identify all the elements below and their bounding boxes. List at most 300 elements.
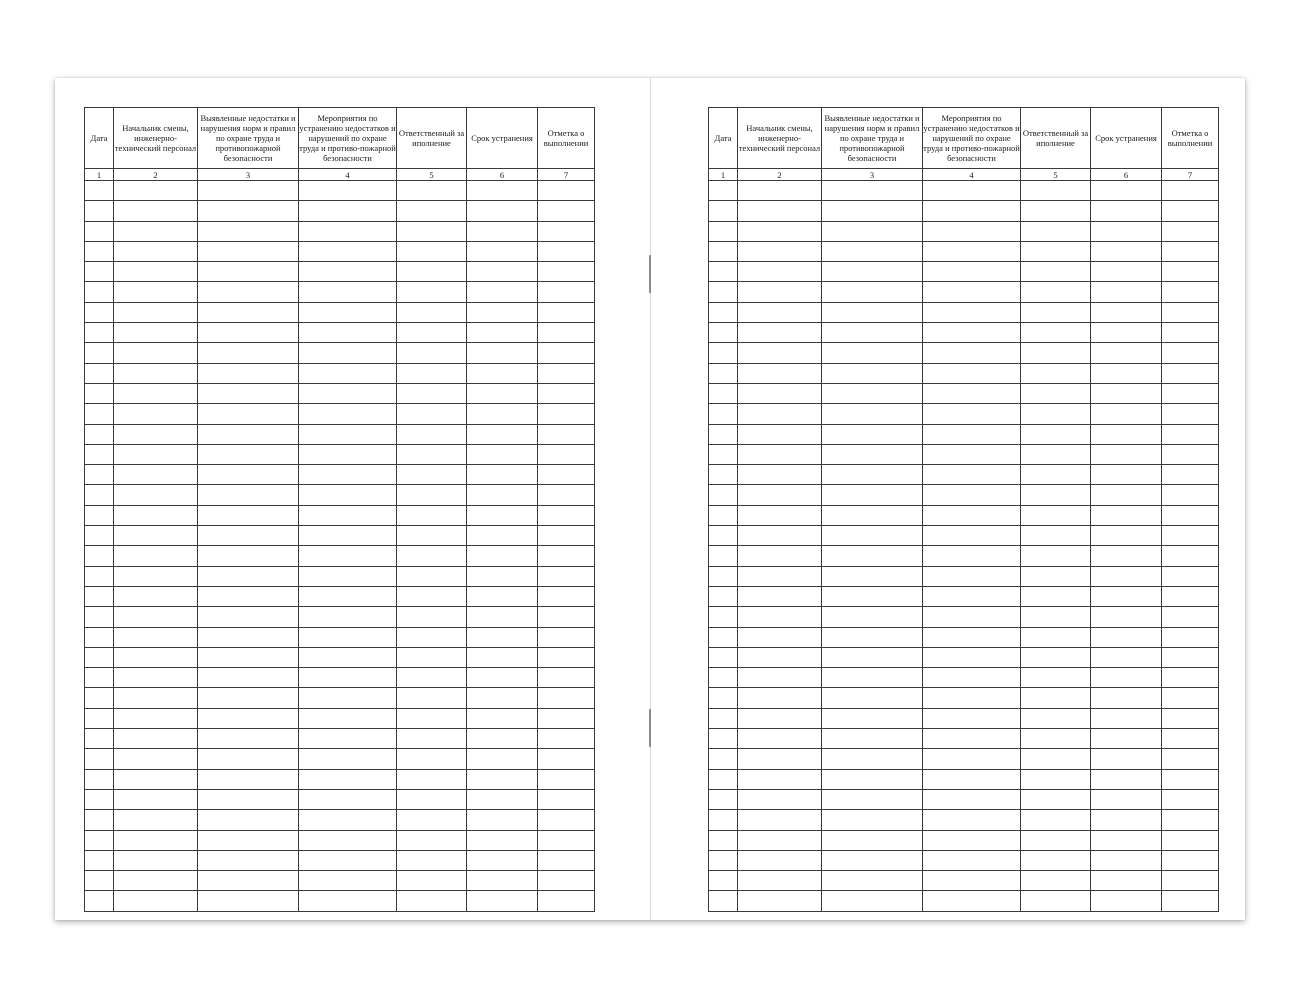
header-shift-chief: Начальник смены, инженерно-технический персонал xyxy=(738,108,822,169)
table-row xyxy=(85,363,595,383)
table-cell xyxy=(1162,241,1219,261)
table-cell xyxy=(1162,789,1219,809)
table-cell xyxy=(923,850,1021,870)
table-cell xyxy=(198,526,299,546)
table-cell xyxy=(198,627,299,647)
table-cell xyxy=(738,810,822,830)
table-cell xyxy=(114,323,198,343)
table-row xyxy=(85,323,595,343)
table-cell xyxy=(1162,850,1219,870)
table-row xyxy=(709,810,1219,830)
table-cell xyxy=(85,566,114,586)
table-cell xyxy=(467,729,538,749)
table-cell xyxy=(538,485,595,505)
table-cell xyxy=(85,424,114,444)
table-cell xyxy=(538,465,595,485)
table-cell xyxy=(538,769,595,789)
table-row xyxy=(709,505,1219,525)
table-cell xyxy=(1021,708,1091,728)
table-cell xyxy=(85,282,114,302)
table-cell xyxy=(1162,221,1219,241)
table-cell xyxy=(1091,688,1162,708)
table-row xyxy=(709,363,1219,383)
table-cell xyxy=(1091,566,1162,586)
table-cell xyxy=(198,404,299,424)
table-cell xyxy=(467,221,538,241)
table-cell xyxy=(1021,444,1091,464)
table-cell xyxy=(299,323,397,343)
table-cell xyxy=(299,729,397,749)
table-cell xyxy=(299,586,397,606)
table-cell xyxy=(738,708,822,728)
table-cell xyxy=(822,343,923,363)
table-cell xyxy=(1091,444,1162,464)
table-cell xyxy=(709,444,738,464)
table-cell xyxy=(1091,627,1162,647)
table-cell xyxy=(85,526,114,546)
table-cell xyxy=(822,789,923,809)
table-cell xyxy=(114,871,198,891)
table-cell xyxy=(85,688,114,708)
table-cell xyxy=(397,465,467,485)
table-cell xyxy=(822,830,923,850)
table-cell xyxy=(114,505,198,525)
table-cell xyxy=(299,485,397,505)
table-cell xyxy=(709,586,738,606)
table-cell xyxy=(467,871,538,891)
table-cell xyxy=(538,708,595,728)
table-row xyxy=(709,586,1219,606)
table-cell xyxy=(822,607,923,627)
table-cell xyxy=(1091,789,1162,809)
table-cell xyxy=(1162,424,1219,444)
table-cell xyxy=(822,465,923,485)
table-cell xyxy=(738,526,822,546)
table-cell xyxy=(1021,891,1091,911)
column-number: 3 xyxy=(822,169,923,181)
table-cell xyxy=(114,850,198,870)
table-cell xyxy=(1162,830,1219,850)
table-cell xyxy=(397,789,467,809)
table-cell xyxy=(114,404,198,424)
table-cell xyxy=(114,546,198,566)
table-cell xyxy=(1091,668,1162,688)
table-cell xyxy=(738,404,822,424)
table-cell xyxy=(198,505,299,525)
table-cell xyxy=(738,627,822,647)
table-cell xyxy=(85,810,114,830)
table-cell xyxy=(198,323,299,343)
header-completion-mark: Отметка о выполнении xyxy=(1162,108,1219,169)
table-cell xyxy=(738,668,822,688)
table-cell xyxy=(85,323,114,343)
table-row xyxy=(709,566,1219,586)
table-cell xyxy=(299,282,397,302)
table-cell xyxy=(198,444,299,464)
table-cell xyxy=(738,363,822,383)
table-cell xyxy=(1162,749,1219,769)
table-cell xyxy=(1091,201,1162,221)
table-cell xyxy=(299,181,397,201)
table-cell xyxy=(467,688,538,708)
table-cell xyxy=(85,647,114,667)
table-row xyxy=(709,201,1219,221)
table-cell xyxy=(467,404,538,424)
table-cell xyxy=(1162,627,1219,647)
table-row xyxy=(709,708,1219,728)
table-cell xyxy=(1162,526,1219,546)
table-cell xyxy=(1021,526,1091,546)
table-cell xyxy=(198,424,299,444)
table-cell xyxy=(1162,181,1219,201)
table-cell xyxy=(709,302,738,322)
table-cell xyxy=(85,789,114,809)
table-cell xyxy=(299,343,397,363)
column-number: 7 xyxy=(1162,169,1219,181)
table-cell xyxy=(397,323,467,343)
table-cell xyxy=(85,891,114,911)
table-cell xyxy=(923,343,1021,363)
table-cell xyxy=(1091,404,1162,424)
table-cell xyxy=(538,586,595,606)
table-cell xyxy=(198,729,299,749)
table-cell xyxy=(299,891,397,911)
table-cell xyxy=(822,526,923,546)
table-cell xyxy=(738,871,822,891)
table-cell xyxy=(397,262,467,282)
table-row xyxy=(709,647,1219,667)
table-row xyxy=(85,850,595,870)
table-cell xyxy=(1021,424,1091,444)
table-cell xyxy=(467,485,538,505)
table-row xyxy=(709,323,1219,343)
table-cell xyxy=(397,526,467,546)
table-cell xyxy=(1021,647,1091,667)
table-cell xyxy=(198,221,299,241)
table-cell xyxy=(538,505,595,525)
table-cell xyxy=(923,688,1021,708)
table-cell xyxy=(1021,465,1091,485)
table-cell xyxy=(397,404,467,424)
table-cell xyxy=(397,201,467,221)
table-cell xyxy=(397,363,467,383)
table-cell xyxy=(709,262,738,282)
table-cell xyxy=(198,566,299,586)
table-cell xyxy=(822,891,923,911)
table-cell xyxy=(1091,241,1162,261)
table-cell xyxy=(1021,627,1091,647)
table-row xyxy=(709,221,1219,241)
header-row xyxy=(85,108,595,169)
table-cell xyxy=(1162,485,1219,505)
table-cell xyxy=(397,850,467,870)
table-cell xyxy=(1021,546,1091,566)
table-cell xyxy=(299,201,397,221)
table-cell xyxy=(467,810,538,830)
table-cell xyxy=(397,729,467,749)
table-cell xyxy=(299,607,397,627)
table-cell xyxy=(299,241,397,261)
table-cell xyxy=(397,485,467,505)
table-cell xyxy=(738,343,822,363)
table-cell xyxy=(1091,729,1162,749)
table-cell xyxy=(709,383,738,403)
table-row xyxy=(709,485,1219,505)
left-journal-table xyxy=(84,107,595,912)
table-cell xyxy=(85,181,114,201)
table-cell xyxy=(85,830,114,850)
table-cell xyxy=(467,526,538,546)
table-row xyxy=(85,201,595,221)
table-cell xyxy=(114,526,198,546)
table-cell xyxy=(923,871,1021,891)
column-number: 4 xyxy=(299,169,397,181)
table-cell xyxy=(1091,607,1162,627)
table-cell xyxy=(709,323,738,343)
table-cell xyxy=(299,465,397,485)
table-cell xyxy=(85,546,114,566)
table-cell xyxy=(822,505,923,525)
table-cell xyxy=(923,404,1021,424)
table-cell xyxy=(738,424,822,444)
table-cell xyxy=(397,444,467,464)
table-cell xyxy=(397,647,467,667)
table-cell xyxy=(709,871,738,891)
table-cell xyxy=(923,729,1021,749)
table-cell xyxy=(709,830,738,850)
table-cell xyxy=(397,424,467,444)
header-shift-chief: Начальник смены, инженерно-технический персонал xyxy=(114,108,198,169)
table-row xyxy=(709,769,1219,789)
table-cell xyxy=(538,302,595,322)
table-cell xyxy=(709,201,738,221)
table-cell xyxy=(198,181,299,201)
table-row xyxy=(85,891,595,911)
header-row xyxy=(709,108,1219,169)
table-cell xyxy=(709,546,738,566)
table-cell xyxy=(709,749,738,769)
table-cell xyxy=(397,871,467,891)
table-cell xyxy=(299,302,397,322)
right-page xyxy=(651,78,1245,920)
table-cell xyxy=(822,668,923,688)
header-deadline: Срок устранения xyxy=(1091,108,1162,169)
table-cell xyxy=(923,282,1021,302)
table-row xyxy=(709,241,1219,261)
table-cell xyxy=(538,789,595,809)
table-cell xyxy=(738,201,822,221)
table-cell xyxy=(397,546,467,566)
table-cell xyxy=(85,383,114,403)
table-cell xyxy=(85,505,114,525)
table-cell xyxy=(738,282,822,302)
table-row xyxy=(85,566,595,586)
table-cell xyxy=(709,688,738,708)
table-row xyxy=(709,383,1219,403)
table-cell xyxy=(822,424,923,444)
table-cell xyxy=(709,810,738,830)
table-row xyxy=(85,343,595,363)
table-cell xyxy=(538,404,595,424)
table-cell xyxy=(923,708,1021,728)
table-cell xyxy=(467,241,538,261)
table-cell xyxy=(299,627,397,647)
table-cell xyxy=(114,444,198,464)
table-cell xyxy=(738,444,822,464)
table-cell xyxy=(1091,749,1162,769)
table-cell xyxy=(397,607,467,627)
table-row xyxy=(709,262,1219,282)
table-cell xyxy=(397,343,467,363)
table-row xyxy=(85,282,595,302)
table-cell xyxy=(1162,323,1219,343)
table-cell xyxy=(1162,891,1219,911)
table-cell xyxy=(709,891,738,911)
table-cell xyxy=(1162,343,1219,363)
table-cell xyxy=(709,505,738,525)
table-cell xyxy=(397,383,467,403)
header-responsible: Ответственный за иполнение xyxy=(397,108,467,169)
table-row xyxy=(709,424,1219,444)
table-row xyxy=(85,404,595,424)
table-cell xyxy=(1162,404,1219,424)
table-cell xyxy=(198,708,299,728)
table-cell xyxy=(467,323,538,343)
table-cell xyxy=(397,688,467,708)
table-cell xyxy=(467,607,538,627)
table-cell xyxy=(467,282,538,302)
table-cell xyxy=(1091,262,1162,282)
table-cell xyxy=(114,302,198,322)
table-cell xyxy=(85,485,114,505)
table-cell xyxy=(114,343,198,363)
table-cell xyxy=(923,607,1021,627)
table-row xyxy=(709,749,1219,769)
left-page xyxy=(55,78,650,920)
table-row xyxy=(709,343,1219,363)
table-cell xyxy=(709,708,738,728)
table-cell xyxy=(538,282,595,302)
table-cell xyxy=(114,221,198,241)
table-cell xyxy=(114,789,198,809)
table-cell xyxy=(738,262,822,282)
table-cell xyxy=(923,546,1021,566)
table-row xyxy=(85,729,595,749)
table-cell xyxy=(538,444,595,464)
table-cell xyxy=(538,424,595,444)
table-cell xyxy=(538,891,595,911)
table-cell xyxy=(1162,201,1219,221)
table-cell xyxy=(538,566,595,586)
table-cell xyxy=(538,607,595,627)
table-cell xyxy=(923,769,1021,789)
table-cell xyxy=(198,668,299,688)
table-cell xyxy=(299,668,397,688)
table-cell xyxy=(822,566,923,586)
table-cell xyxy=(114,241,198,261)
table-cell xyxy=(467,444,538,464)
table-cell xyxy=(467,505,538,525)
header-deficiencies: Выявленные недостатки и нарушения норм и правил по охране труда и противопожарной безопасности xyxy=(822,108,923,169)
table-cell xyxy=(397,769,467,789)
header-date: Дата xyxy=(709,108,738,169)
table-cell xyxy=(1162,810,1219,830)
table-row xyxy=(709,282,1219,302)
table-cell xyxy=(923,201,1021,221)
table-cell xyxy=(85,586,114,606)
table-cell xyxy=(114,181,198,201)
table-row xyxy=(85,789,595,809)
table-cell xyxy=(397,627,467,647)
table-cell xyxy=(85,769,114,789)
table-cell xyxy=(923,830,1021,850)
table-cell xyxy=(1162,383,1219,403)
table-cell xyxy=(1162,566,1219,586)
table-cell xyxy=(822,810,923,830)
table-cell xyxy=(923,891,1021,911)
table-cell xyxy=(114,830,198,850)
table-cell xyxy=(467,383,538,403)
table-cell xyxy=(467,708,538,728)
table-cell xyxy=(299,566,397,586)
table-cell xyxy=(923,241,1021,261)
table-cell xyxy=(538,363,595,383)
table-cell xyxy=(467,566,538,586)
header-date: Дата xyxy=(85,108,114,169)
table-cell xyxy=(85,201,114,221)
table-cell xyxy=(538,871,595,891)
table-cell xyxy=(85,871,114,891)
table-row xyxy=(85,526,595,546)
table-cell xyxy=(114,729,198,749)
table-cell xyxy=(1021,262,1091,282)
table-cell xyxy=(85,465,114,485)
table-cell xyxy=(1091,526,1162,546)
table-cell xyxy=(1021,830,1091,850)
table-cell xyxy=(709,526,738,546)
table-cell xyxy=(538,647,595,667)
table-cell xyxy=(114,586,198,606)
table-cell xyxy=(1021,383,1091,403)
table-row xyxy=(709,729,1219,749)
table-cell xyxy=(299,363,397,383)
table-row xyxy=(709,526,1219,546)
table-cell xyxy=(299,871,397,891)
table-cell xyxy=(397,566,467,586)
table-cell xyxy=(1162,363,1219,383)
table-cell xyxy=(467,201,538,221)
table-cell xyxy=(1021,871,1091,891)
table-cell xyxy=(85,627,114,647)
table-cell xyxy=(397,241,467,261)
table-row xyxy=(709,404,1219,424)
table-cell xyxy=(1091,505,1162,525)
table-cell xyxy=(923,627,1021,647)
table-cell xyxy=(299,647,397,667)
table-cell xyxy=(1162,769,1219,789)
table-cell xyxy=(538,262,595,282)
table-cell xyxy=(114,688,198,708)
table-row xyxy=(85,586,595,606)
header-deficiencies: Выявленные недостатки и нарушения норм и правил по охране труда и противопожарной безопасности xyxy=(198,108,299,169)
table-cell xyxy=(198,383,299,403)
table-row xyxy=(85,302,595,322)
table-cell xyxy=(738,505,822,525)
table-cell xyxy=(923,181,1021,201)
table-cell xyxy=(738,465,822,485)
table-cell xyxy=(1091,282,1162,302)
table-cell xyxy=(1021,810,1091,830)
